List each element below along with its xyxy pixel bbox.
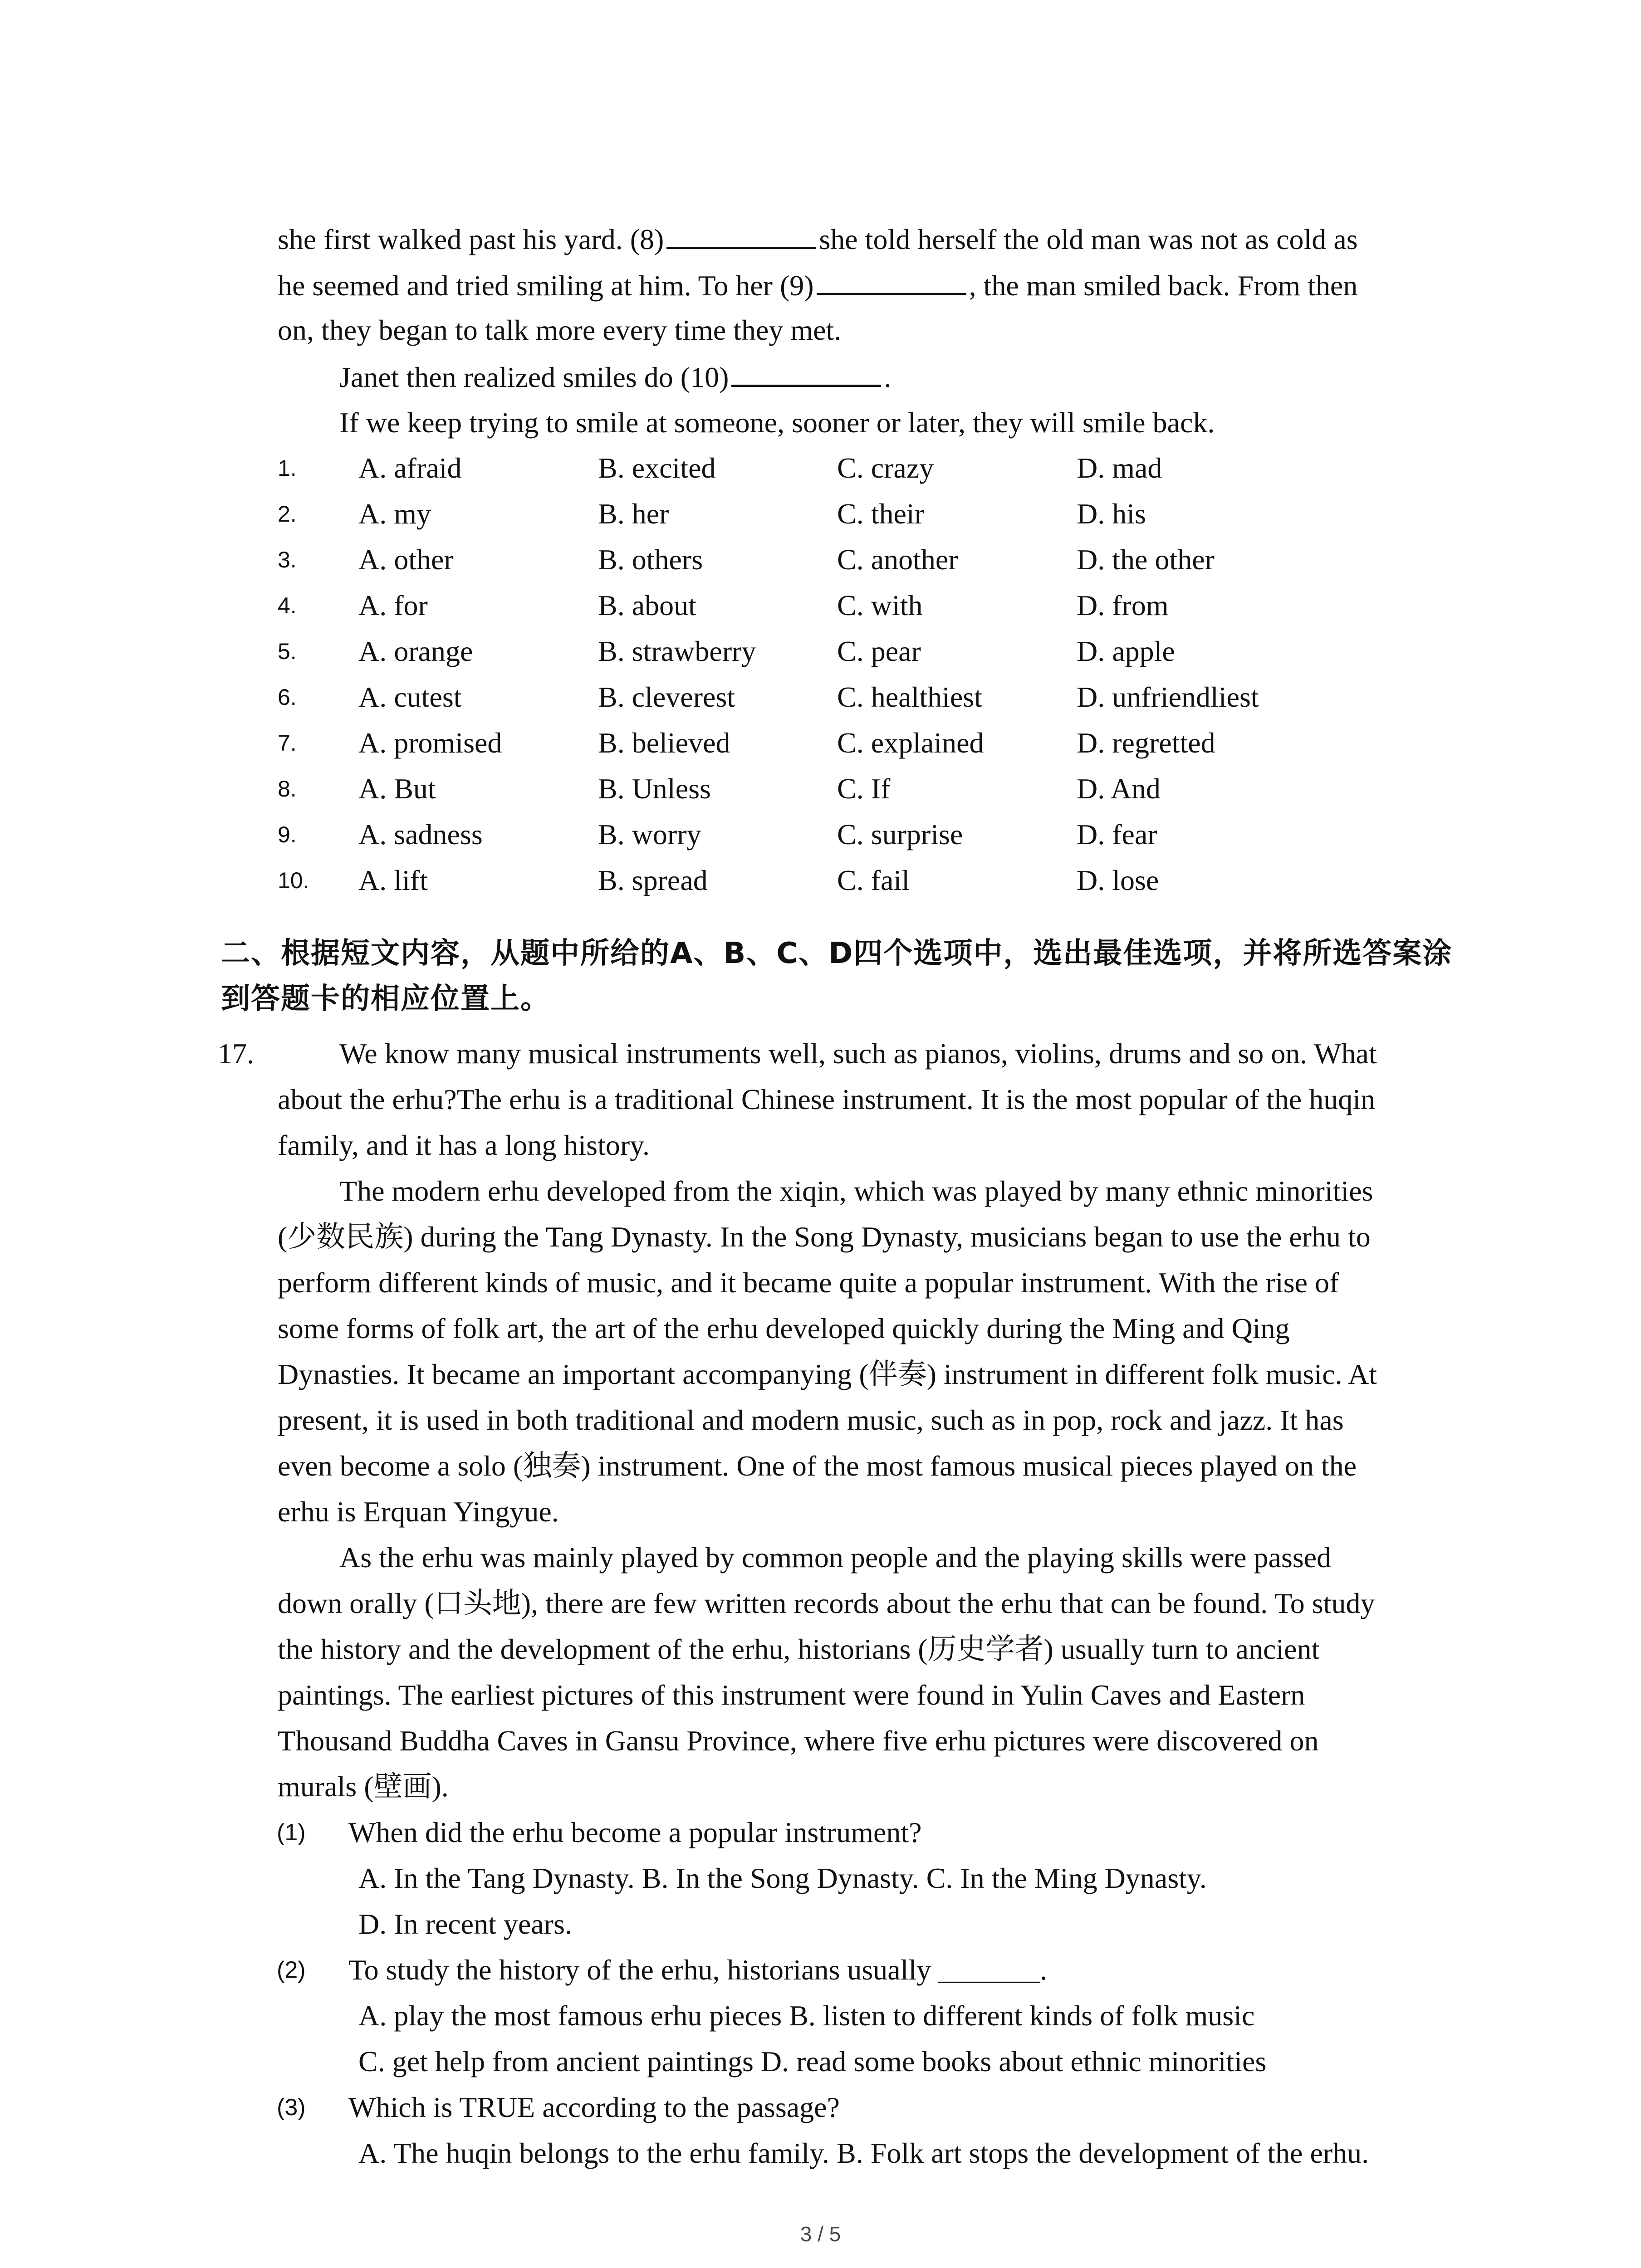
section-heading: 二、根据短文内容，从题中所给的A、B、C、D四个选项中，选出最佳选项，并将所选答案涂 xyxy=(221,937,1453,970)
sub-question-options: C. get help from ancient paintings D. read some books about ethnic minorities xyxy=(358,2045,1267,2077)
option-a: A. orange xyxy=(358,635,473,667)
option-a: A. afraid xyxy=(358,452,462,484)
option-number: 5. xyxy=(278,639,297,664)
option-c: C. their xyxy=(837,498,924,530)
reading-line: murals (壁画). xyxy=(278,1770,449,1803)
option-c: C. If xyxy=(837,772,891,805)
sub-question-options: A. The huqin belongs to the erhu family. B. Folk art stops the development of the erhu. xyxy=(358,2137,1369,2169)
sub-question-number: (1) xyxy=(277,1819,306,1846)
question-number: 17. xyxy=(218,1037,254,1070)
passage-text: , the man smiled back. From then xyxy=(969,269,1358,302)
reading-line: (少数民族) during the Tang Dynasty. In the Song Dynasty, musicians began to use the erhu to xyxy=(278,1221,1371,1253)
option-number: 3. xyxy=(278,547,297,572)
option-a: A. lift xyxy=(358,864,428,896)
option-b: B. spread xyxy=(598,864,708,896)
option-c: C. another xyxy=(837,543,958,576)
reading-line: family, and it has a long history. xyxy=(278,1129,650,1161)
reading-line: paintings. The earliest pictures of this instrument were found in Yulin Caves and Eastern xyxy=(278,1679,1305,1711)
reading-line: erhu is Erquan Yingyue. xyxy=(278,1496,559,1528)
option-d: D. mad xyxy=(1077,452,1162,484)
sub-question-number: (3) xyxy=(277,2094,306,2121)
reading-line: perform different kinds of music, and it became quite a popular instrument. With the rise of xyxy=(278,1266,1339,1299)
passage-text: she first walked past his yard. (8) xyxy=(278,223,664,255)
option-b: B. her xyxy=(598,498,669,530)
option-d: D. from xyxy=(1077,589,1169,621)
option-a: A. other xyxy=(358,543,454,576)
option-number: 7. xyxy=(278,730,297,756)
passage-line-3: on, they began to talk more every time they met. xyxy=(278,314,842,346)
sub-question-options: D. In recent years. xyxy=(358,1908,572,1940)
passage-line-2 xyxy=(278,267,1357,304)
reading-line: about the erhu?The erhu is a traditional Chinese instrument. It is the most popular of the huqin xyxy=(278,1083,1375,1115)
reading-line: We know many musical instruments well, such as pianos, violins, drums and so on. What xyxy=(339,1037,1377,1070)
option-b: B. believed xyxy=(598,727,730,759)
option-b: B. worry xyxy=(598,818,701,850)
passage-text: he seemed and tried smiling at him. To her (9) xyxy=(278,269,814,302)
option-a: A. But xyxy=(358,772,436,805)
reading-line: present, it is used in both traditional and modern music, such as in pop, rock and jazz. It has xyxy=(278,1404,1344,1436)
passage-line-4 xyxy=(339,358,891,396)
answer-blank-8 xyxy=(666,220,816,249)
passage-text: she told herself the old man was not as cold as xyxy=(819,223,1358,255)
answer-blank-10 xyxy=(731,358,881,387)
option-b: B. Unless xyxy=(598,772,711,805)
option-b: B. cleverest xyxy=(598,681,735,713)
sub-question-text: To study the history of the erhu, historians usually _______. xyxy=(348,1954,1048,1986)
option-d: D. apple xyxy=(1077,635,1175,667)
option-d: D. And xyxy=(1077,772,1161,805)
reading-line: The modern erhu developed from the xiqin, which was played by many ethnic minorities xyxy=(339,1175,1373,1207)
option-a: A. for xyxy=(358,589,428,621)
answer-blank-9 xyxy=(817,267,966,295)
option-b: B. excited xyxy=(598,452,716,484)
option-number: 2. xyxy=(278,501,297,527)
option-a: A. my xyxy=(358,498,431,530)
option-number: 4. xyxy=(278,593,297,618)
reading-line: down orally (口头地), there are few written records about the erhu that can be found. To study xyxy=(278,1587,1375,1619)
reading-line: As the erhu was mainly played by common people and the playing skills were passed xyxy=(339,1541,1332,1574)
reading-line: the history and the development of the erhu, historians (历史学者) usually turn to ancient xyxy=(278,1633,1320,1665)
sub-question-options: A. In the Tang Dynasty. B. In the Song Dynasty. C. In the Ming Dynasty. xyxy=(358,1862,1207,1894)
reading-line: even become a solo (独奏) instrument. One of the most famous musical pieces played on the xyxy=(278,1450,1357,1482)
option-a: A. sadness xyxy=(358,818,483,850)
sub-question-number: (2) xyxy=(277,1957,306,1983)
option-number: 1. xyxy=(278,455,297,481)
reading-line: Dynasties. It became an important accompanying (伴奏) instrument in different folk music. At xyxy=(278,1358,1377,1390)
passage-line-1 xyxy=(278,220,1358,258)
sub-question-options: A. play the most famous erhu pieces B. listen to different kinds of folk music xyxy=(358,1999,1255,2032)
option-a: A. cutest xyxy=(358,681,462,713)
option-c: C. pear xyxy=(837,635,921,667)
option-b: B. others xyxy=(598,543,703,576)
option-c: C. fail xyxy=(837,864,910,896)
reading-line: Thousand Buddha Caves in Gansu Province, where five erhu pictures were discovered on xyxy=(278,1725,1319,1757)
section-heading: 到答题卡的相应位置上。 xyxy=(221,982,550,1016)
passage-text: . xyxy=(884,361,892,393)
option-d: D. unfriendliest xyxy=(1077,681,1259,713)
option-a: A. promised xyxy=(358,727,502,759)
option-d: D. lose xyxy=(1077,864,1159,896)
option-number: 6. xyxy=(278,684,297,710)
option-b: B. about xyxy=(598,589,696,621)
option-d: D. fear xyxy=(1077,818,1157,850)
page-number: 3 / 5 xyxy=(800,2222,841,2246)
option-number: 9. xyxy=(278,822,297,847)
option-d: D. regretted xyxy=(1077,727,1215,759)
reading-line: some forms of folk art, the art of the erhu developed quickly during the Ming and Qing xyxy=(278,1312,1290,1344)
option-c: C. with xyxy=(837,589,923,621)
option-number: 8. xyxy=(278,776,297,802)
option-d: D. his xyxy=(1077,498,1146,530)
option-c: C. crazy xyxy=(837,452,934,484)
option-d: D. the other xyxy=(1077,543,1215,576)
option-b: B. strawberry xyxy=(598,635,756,667)
option-c: C. healthiest xyxy=(837,681,982,713)
sub-question-text: When did the erhu become a popular instrument? xyxy=(348,1816,922,1848)
passage-line-5: If we keep trying to smile at someone, sooner or later, they will smile back. xyxy=(339,406,1215,439)
sub-question-text: Which is TRUE according to the passage? xyxy=(348,2091,840,2123)
option-number: 10. xyxy=(278,868,309,893)
option-c: C. surprise xyxy=(837,818,963,850)
option-c: C. explained xyxy=(837,727,984,759)
passage-text: Janet then realized smiles do (10) xyxy=(339,361,729,393)
